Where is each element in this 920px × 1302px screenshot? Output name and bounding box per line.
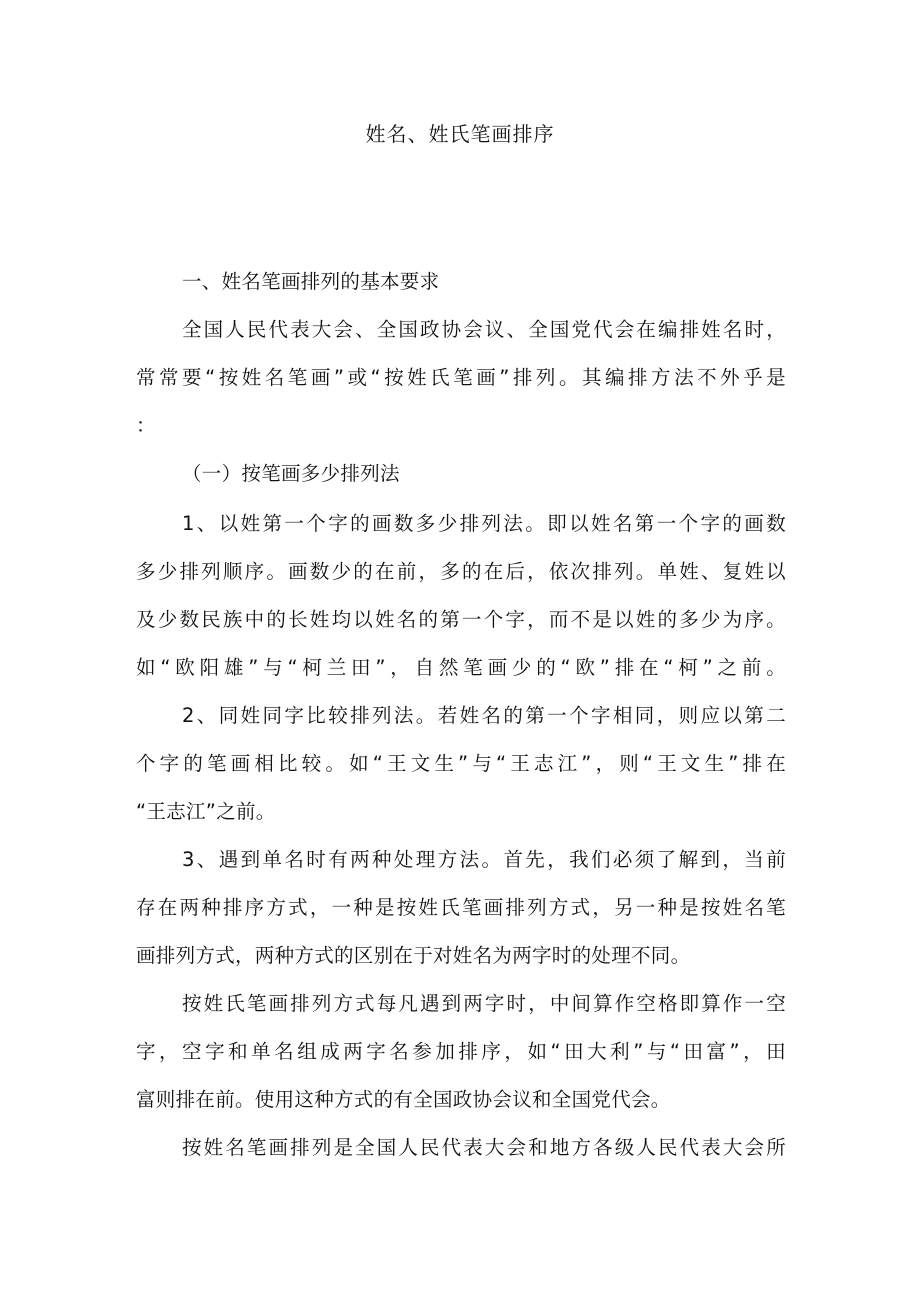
paragraph-line: 如“欧阳雄”与“柯兰田”，自然笔画少的“欧”排在“柯”之前。 — [136, 656, 786, 679]
paragraph-line: 存在两种排序方式，一种是按姓氏笔画排列方式，另一种是按姓名笔 — [136, 896, 786, 919]
paragraph-line: 画排列方式，两种方式的区别在于对姓名为两字时的处理不同。 — [136, 944, 691, 967]
paragraph-line: 常常要“按姓名笔画”或“按姓氏笔画”排列。其编排方法不外乎是 — [136, 366, 786, 389]
paragraph-line: 2、同姓同字比较排列法。若姓名的第一个字相同，则应以第二 — [182, 704, 786, 727]
document-title: 姓名、姓氏笔画排序 — [365, 122, 555, 146]
paragraph-line: 个字的笔画相比较。如“王文生”与“王志江”，则“王文生”排在 — [136, 752, 786, 775]
paragraph-line: 及少数民族中的长姓均以姓名的第一个字，而不是以姓的多少为序。 — [136, 608, 786, 631]
paragraph-line: 按姓氏笔画排列方式每凡遇到两字时，中间算作空格即算作一空 — [182, 992, 786, 1015]
paragraph-line: “王志江”之前。 — [136, 800, 276, 823]
paragraph-line: 字，空字和单名组成两字名参加排序，如“田大利”与“田富”，田 — [136, 1040, 786, 1063]
section-heading: 一、姓名笔画排列的基本要求 — [182, 270, 440, 293]
paragraph-line: 富则排在前。使用这种方式的有全国政协会议和全国党代会。 — [136, 1088, 671, 1111]
paragraph-line: 按姓名笔画排列是全国人民代表大会和地方各级人民代表大会所 — [182, 1136, 786, 1159]
paragraph-line: ： — [136, 414, 156, 437]
paragraph-line: 多少排列顺序。画数少的在前，多的在后，依次排列。单姓、复姓以 — [136, 560, 786, 583]
paragraph-line: 全国人民代表大会、全国政协会议、全国党代会在编排姓名时， — [182, 318, 786, 341]
paragraph-line: 3、遇到单名时有两种处理方法。首先，我们必须了解到，当前 — [182, 848, 786, 871]
paragraph-line: 1、以姓第一个字的画数多少排列法。即以姓名第一个字的画数 — [182, 512, 786, 535]
subsection-heading: （一）按笔画多少排列法 — [182, 462, 400, 485]
